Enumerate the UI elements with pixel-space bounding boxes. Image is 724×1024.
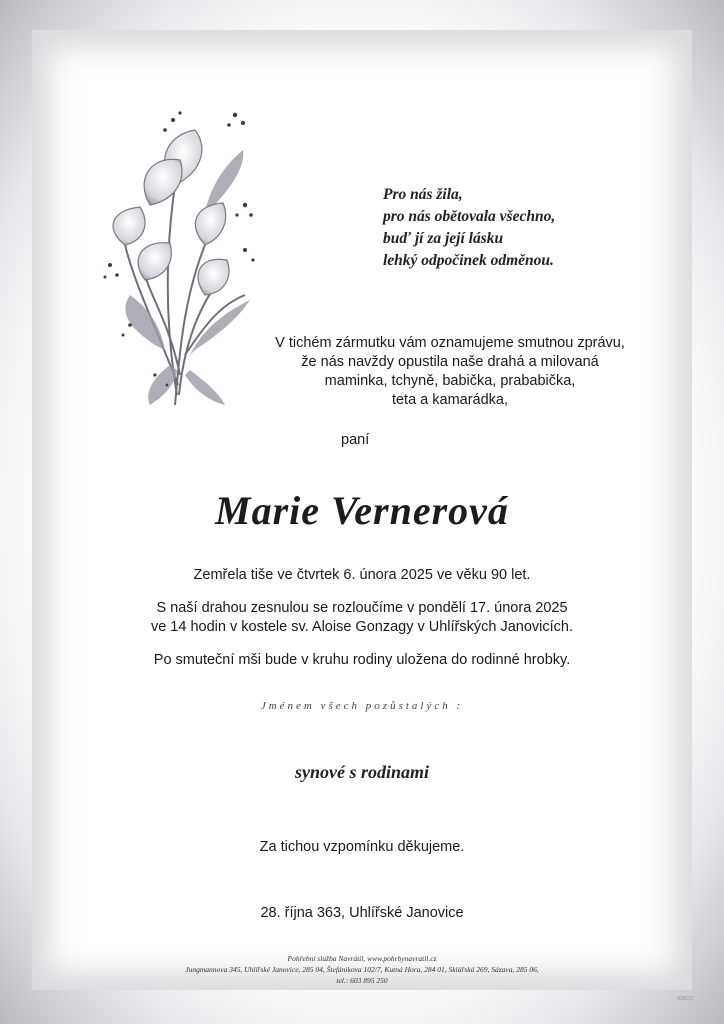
poem-line: buď jí za její lásku xyxy=(383,230,504,247)
poem-line: Pro nás žila, xyxy=(383,186,463,203)
farewell-line: ve 14 hodin v kostele sv. Aloise Gonzagy v Uhlířských Janovicích. xyxy=(150,619,574,635)
deceased-name: Marie Vernerová xyxy=(215,488,509,533)
announcement-line: V tichém zármutku vám oznamujeme smutnou zprávu, xyxy=(275,335,625,351)
farewell-info xyxy=(0,599,724,637)
announcement xyxy=(230,334,670,410)
death-notice: Zemřela tiše ve čtvrtek 6. února 2025 ve věku 90 let. xyxy=(193,567,531,583)
print-code: KMC37 xyxy=(677,996,694,1002)
thanks-note: Za tichou vzpomínku děkujeme. xyxy=(259,839,465,855)
burial-note: Po smuteční mši bude v kruhu rodiny uložena do rodinné hrobky. xyxy=(153,652,571,668)
family-address: 28. října 363, Uhlířské Janovice xyxy=(260,905,464,921)
announcement-line: že nás navždy opustila naše drahá a milovaná xyxy=(301,354,599,370)
announcement-line: maminka, tchyně, babička, prababička, xyxy=(324,373,576,389)
on-behalf-label: Jménem všech pozůstalých : xyxy=(260,700,464,712)
footer-line: Jungmannova 345, Uhlířské Janovice, 285 04, Štefánikova 102/7, Kutná Hora, 284 01, Sklářská 269, Sázava, 285 06, xyxy=(185,965,539,974)
funeral-service-footer xyxy=(0,953,724,986)
footer-line: tel.: 603 895 250 xyxy=(336,976,388,985)
footer-line: Pohřební služba Navrátil, www.pohrbynavratil.cz xyxy=(287,954,437,963)
poem-line: lehký odpočinek odměnou. xyxy=(383,252,554,269)
memorial-poem xyxy=(383,184,643,272)
poem-line: pro nás obětovala všechno, xyxy=(383,208,556,225)
mourners: synové s rodinami xyxy=(294,762,429,782)
announcement-line: teta a kamarádka, xyxy=(391,392,509,408)
farewell-line: S naší drahou zesnulou se rozloučíme v pondělí 17. února 2025 xyxy=(156,600,568,616)
title-word: paní xyxy=(341,432,370,448)
